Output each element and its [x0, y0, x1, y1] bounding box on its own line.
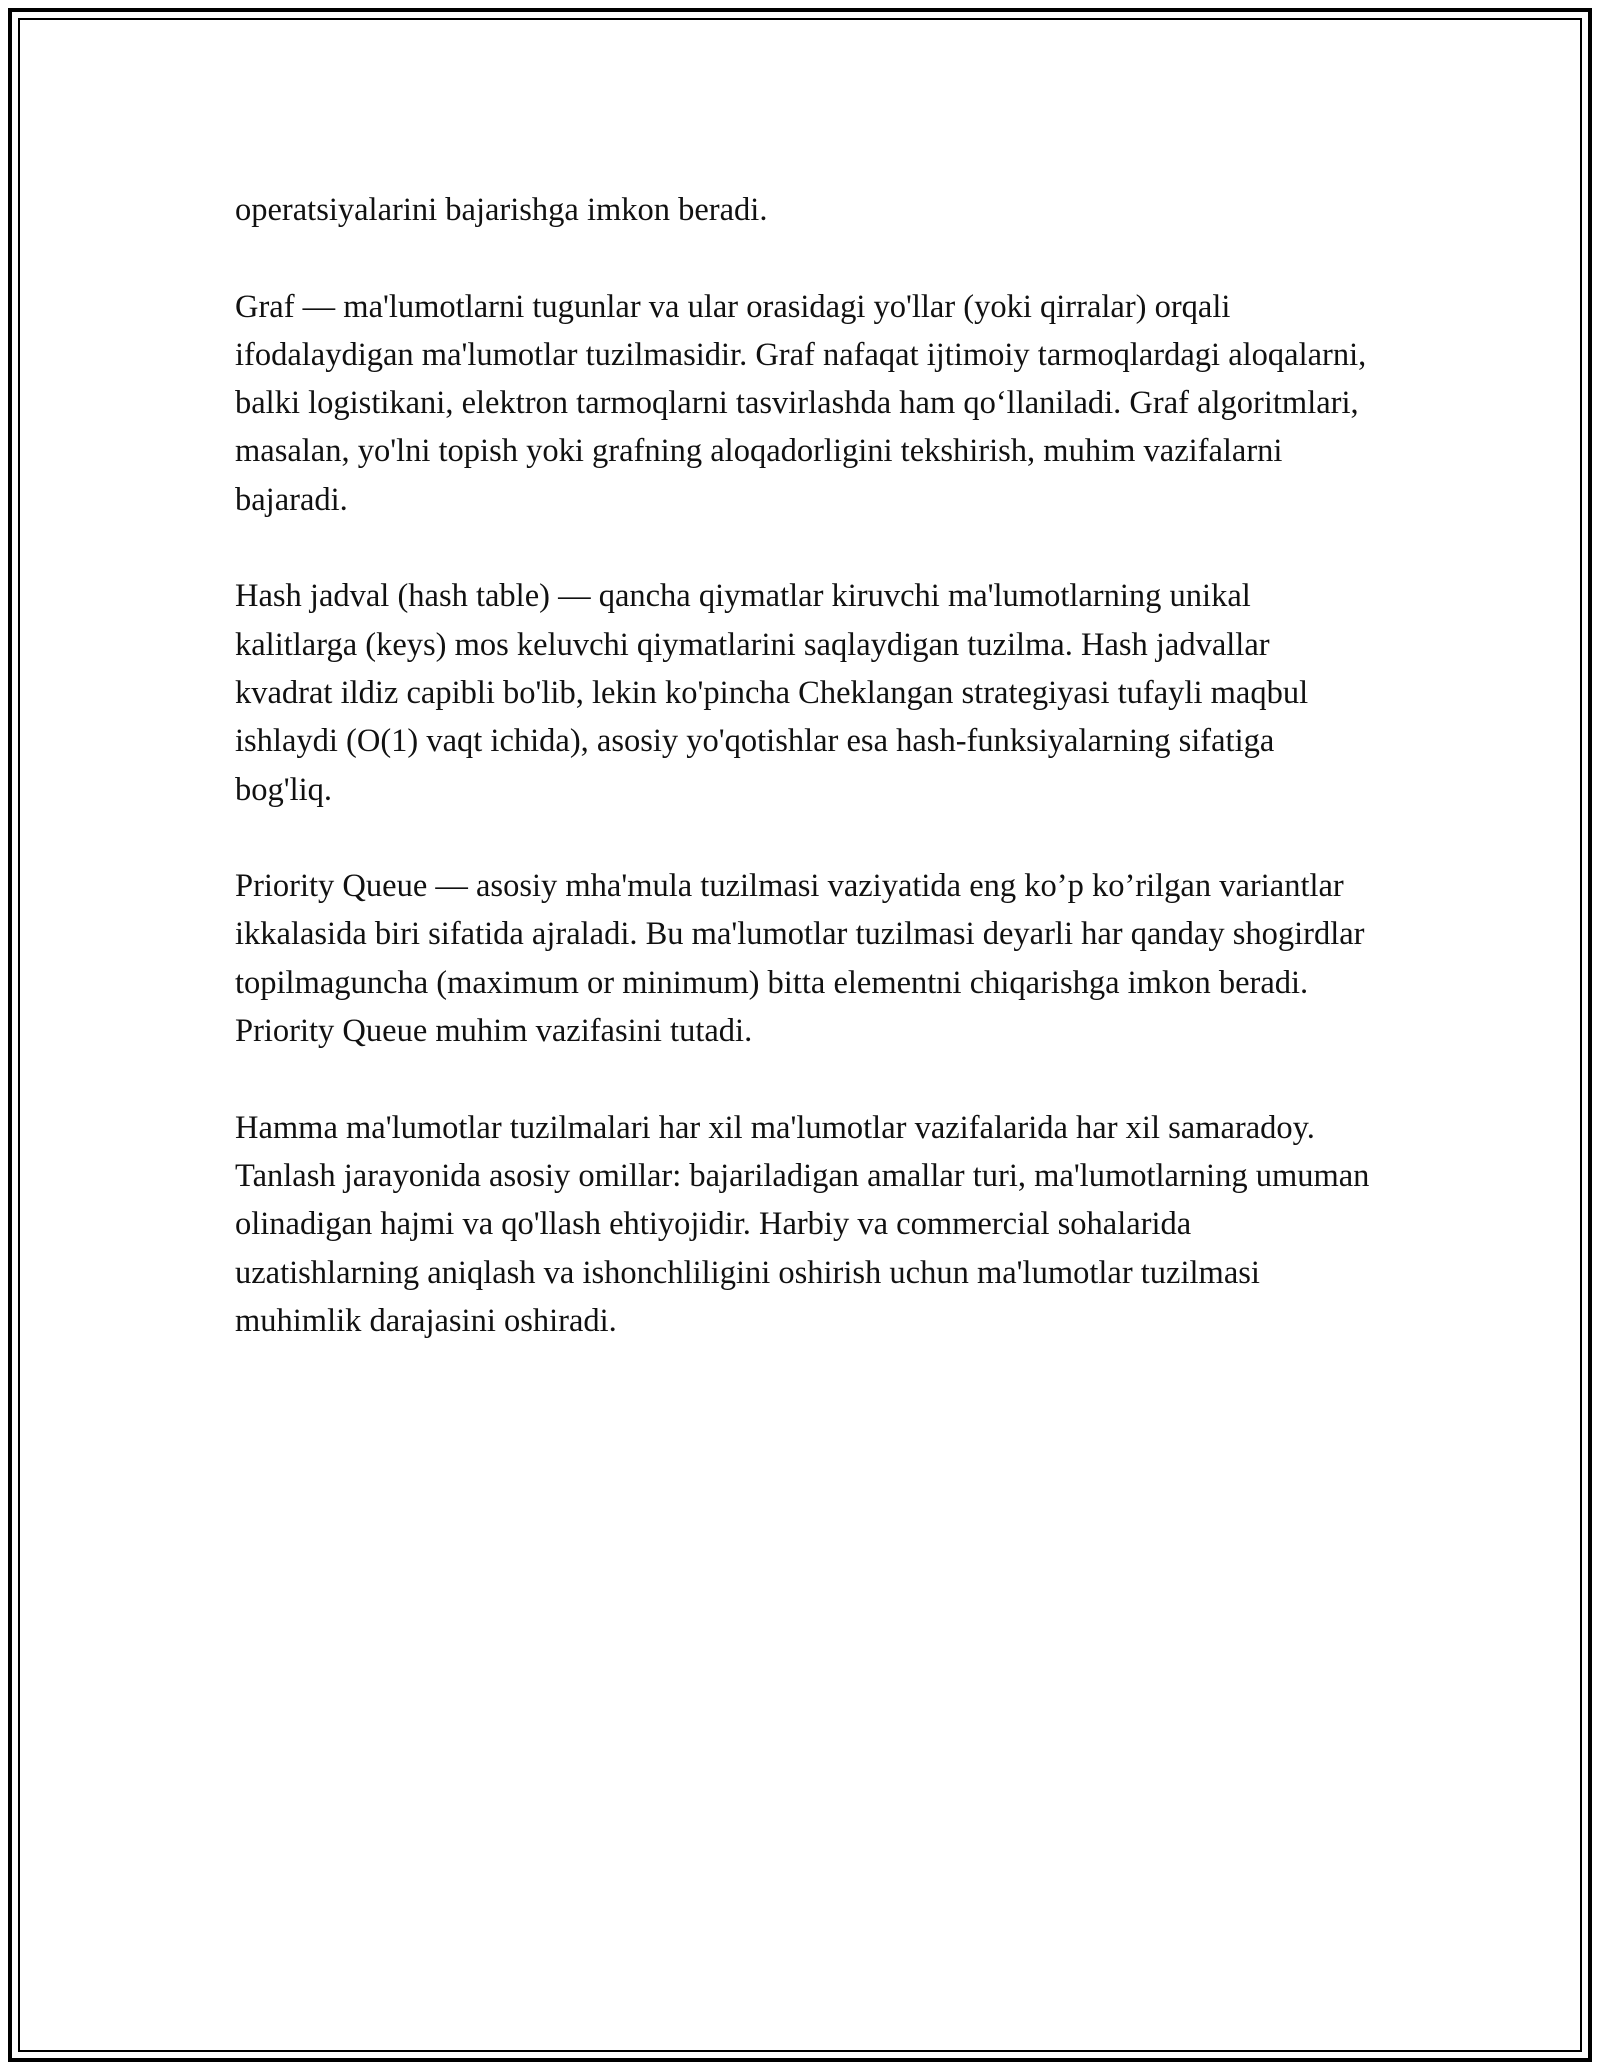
paragraph-priority-queue: Priority Queue — asosiy mha'mula tuzilmasi vaziyatida eng ko’p ko’rilgan variantlar ikkalasida biri sifatida ajraladi. Bu ma'lumotlar tuzilmasi deyarli har qanday shogirdlar topilmaguncha (maximum or minimum) bitta elementni chiqarishga imkon beradi. Priority Queue muhim vazifasini tutadi. [235, 868, 1365, 1050]
paragraph-continuation: operatsiyalarini bajarishga imkon beradi. [235, 192, 768, 228]
paragraph-conclusion: Hamma ma'lumotlar tuzilmalari har xil ma'lumotlar vazifalarida har xil samaradoy. Tanlash jarayonida asosiy omillar: bajariladigan amallar turi, ma'lumotlarning umuman olinadigan hajmi va qo'llash ehtiyojidir. Harbiy va commercial sohalarida uzatishlarning aniqlash va ishonchliligini oshirish uchun ma'lumotlar tuzilmasi muhimlik darajasini oshiradi. [235, 1109, 1370, 1339]
document-body [235, 186, 1370, 1393]
paragraph-graf: Graf — ma'lumotlarni tugunlar va ular orasidagi yo'llar (yoki qirralar) orqali ifodalaydigan ma'lumotlar tuzilmasidir. Graf nafaqat ijtimoiy tarmoqlardagi aloqalarni, balki logistikani, elektron tarmoqlarni tasvirlashda ham qo‘llaniladi. Graf algoritmlari, masalan, yo'lni topish yoki grafning aloqadorligini tekshirish, muhim vazifalarni bajaradi. [235, 288, 1367, 518]
paragraph-hash-table: Hash jadval (hash table) — qancha qiymatlar kiruvchi ma'lumotlarning unikal kalitlarga (keys) mos keluvchi qiymatlarini saqlaydigan tuzilma. Hash jadvallar kvadrat ildiz capibli bo'lib, lekin ko'pincha Cheklangan strategiyasi tufayli maqbul ishlaydi (O(1) vaqt ichida), asosiy yo'qotishlar esa hash-funksiyalarning sifatiga bog'liq. [235, 578, 1309, 808]
